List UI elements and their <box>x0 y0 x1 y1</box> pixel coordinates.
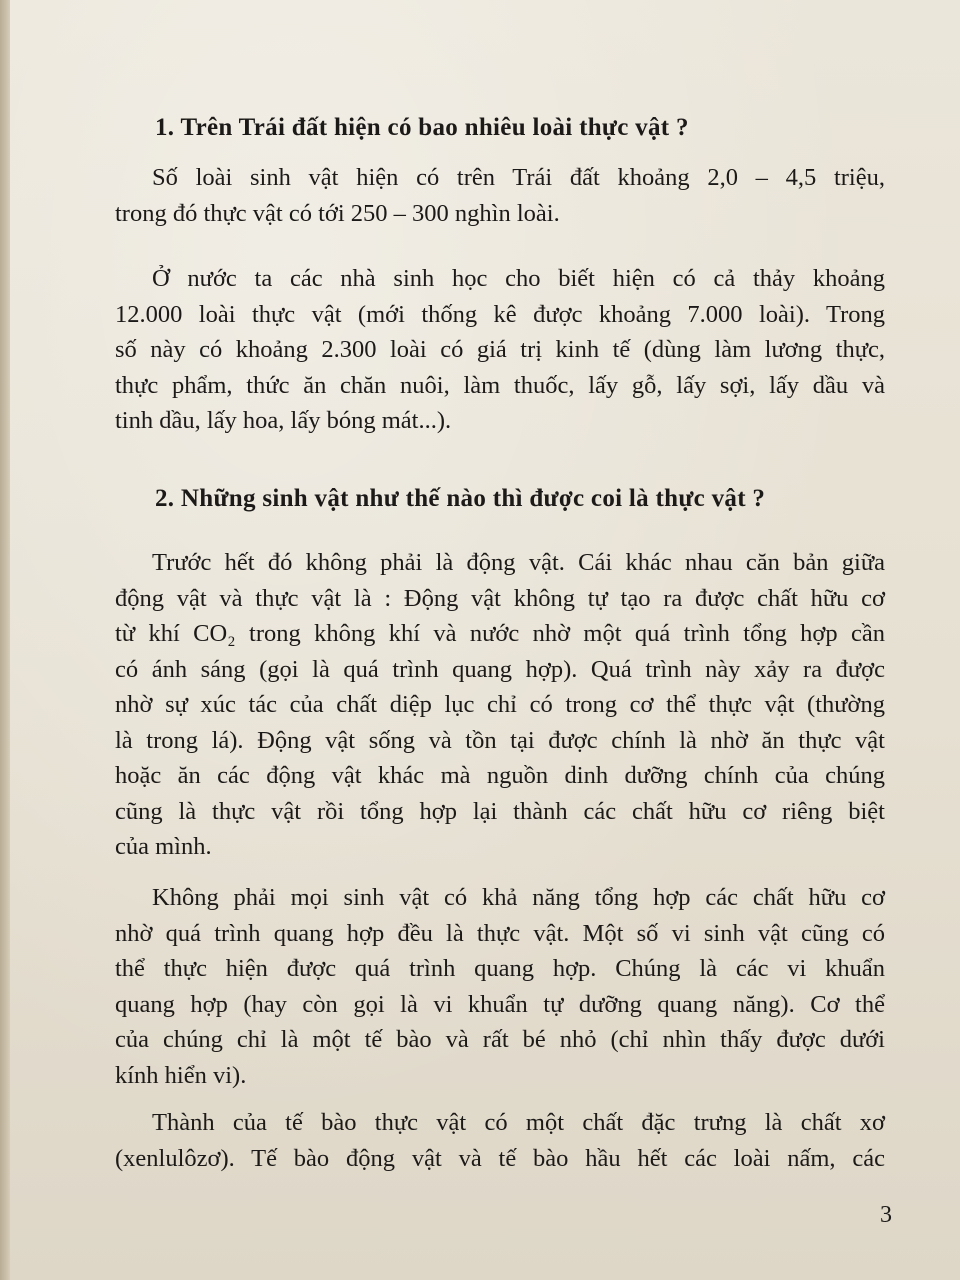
text-line: Số loài sinh vật hiện có trên Trái đất khoảng 2,0 – 4,5 triệu, <box>152 164 885 191</box>
text-line: nhờ quá trình quang hợp đều là thực vật. Một số vi sinh vật cũng có <box>115 919 885 947</box>
text-line: của mình. <box>115 833 212 860</box>
text-line: 12.000 loài thực vật (mới thống kê được khoảng 7.000 loài). Trong <box>115 300 885 328</box>
text-line: thực phẩm, thức ăn chăn nuôi, làm thuốc, lấy gỗ, lấy sợi, lấy dầu và <box>115 371 885 399</box>
section-1-paragraph-2 <box>115 261 885 439</box>
text-line: Thành của tế bào thực vật có một chất đặc trưng là chất xơ <box>152 1109 885 1136</box>
text-line: Không phải mọi sinh vật có khả năng tổng hợp các chất hữu cơ <box>152 884 885 911</box>
section-1-heading: 1. Trên Trái đất hiện có bao nhiêu loài thực vật ? <box>155 114 689 141</box>
text-line: kính hiển vi). <box>115 1061 247 1089</box>
text-line: quang hợp (hay còn gọi là vi khuẩn tự dưỡng quang năng). Cơ thể <box>115 990 885 1018</box>
text-line: của chúng chỉ là một tế bào và rất bé nhỏ (chỉ nhìn thấy được dưới <box>115 1026 885 1053</box>
text-line: tinh dầu, lấy hoa, lấy bóng mát...). <box>115 407 452 434</box>
page-number: 3 <box>880 1202 892 1228</box>
text-line: cũng là thực vật rồi tổng hợp lại thành các chất hữu cơ riêng biệt <box>115 797 885 825</box>
section-2-paragraph-1 <box>115 545 885 865</box>
text-line: Ở nước ta các nhà sinh học cho biết hiện có cả thảy khoảng <box>152 265 885 292</box>
text-line: Trước hết đó không phải là động vật. Cái khác nhau căn bản giữa <box>152 549 885 576</box>
text-line: số này có khoảng 2.300 loài có giá trị kinh tế (dùng làm lương thực, <box>115 336 885 363</box>
section-2-paragraph-2 <box>115 880 885 1093</box>
page-edge <box>0 0 10 1280</box>
text-line: là trong lá). Động vật sống và tồn tại được chính là nhờ ăn thực vật <box>115 726 885 754</box>
text-line: thể thực hiện được quá trình quang hợp. Chúng là các vi khuẩn <box>115 955 885 982</box>
text-line: (xenlulôzơ). Tế bào động vật và tế bào hầu hết các loài nấm, các <box>115 1144 885 1172</box>
text-line: trong đó thực vật có tới 250 – 300 nghìn loài. <box>115 199 560 227</box>
text-line: hoặc ăn các động vật khác mà nguồn dinh dưỡng chính của chúng <box>115 762 885 789</box>
section-2-paragraph-3 <box>115 1105 885 1176</box>
text-line: có ánh sáng (gọi là quá trình quang hợp). Quá trình này xảy ra được <box>115 655 885 683</box>
text-line: nhờ sự xúc tác của chất diệp lục chỉ có trong cơ thể thực vật (thường <box>115 691 885 718</box>
section-1-paragraph-1 <box>115 160 885 231</box>
text-line: động vật và thực vật là : Động vật không tự tạo ra được chất hữu cơ <box>115 584 885 612</box>
section-2-heading: 2. Những sinh vật như thế nào thì được coi là thực vật ? <box>155 485 766 512</box>
text-line: từ khí CO₂ trong không khí và nước nhờ một quá trình tổng hợp cần <box>115 620 885 647</box>
